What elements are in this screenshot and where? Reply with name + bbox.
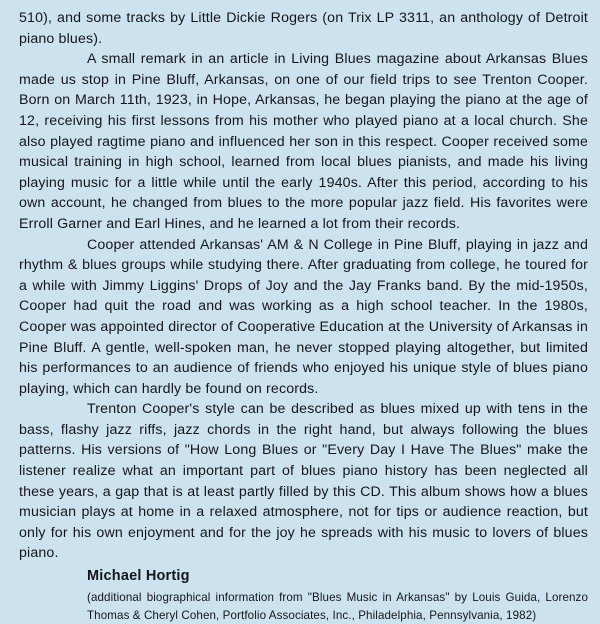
paragraph-career: Cooper attended Arkansas' AM & N College in Pine Bluff, playing in jazz and rhythm & blues groups while studying there. After graduating from college, he toured for a while with Jimmy Liggins' Drops of Joy and the Jay Franks band. By the mid-1950s, Cooper had quit the road and was working as a high school teacher. In the 1980s, Cooper was appointed director of Cooperative Education at the University of Arkansas in Pine Bluff. A gentle, well-spoken man, he never stopped playing altogether, but limited his performances to an audience of friends who enjoyed his unique style of blues piano playing, which can hardly be found on records.: [19, 236, 588, 397]
paragraph-style: Trenton Cooper's style can be described as blues mixed up with tens in the bass, flashy jazz riffs, jazz chords in the right hand, but always following the blues patterns. His versions of "How Long Blues or "Every Day I Have The Blues" make the listener realize what an important part of blues piano history has been neglected all these years, a gap that is at least partly filled by this CD. This album shows how a blues musician plays at home in a relaxed atmosphere, not for tips or audience reaction, but only for his own enjoyment and for the joy he spreads with his music to lovers of blues piano.: [19, 401, 588, 562]
paragraph-intro-continuation: 510), and some tracks by Little Dickie Rogers (on Trix LP 3311, an anthology of Detroit piano blues).: [19, 10, 588, 47]
source-credit: (additional biographical information from "Blues Music in Arkansas" by Louis Guida, Lorenzo Thomas & Cheryl Cohen, Portfolio Associates, Inc., Philadelphia, Pennsylvania, 1982): [87, 591, 588, 622]
author-name: Michael Hortig: [87, 568, 190, 585]
paragraph-biography: A small remark in an article in Living Blues magazine about Arkansas Blues made us stop in Pine Bluff, Arkansas, on one of our field trips to see Trenton Cooper. Born on March 11th, 1923, in Hope, Arkansas, he began playing the piano at the age of 12, receiving his first lessons from his mother who played piano at a local church. She also played ragtime piano and influenced her son in this respect. Cooper received some musical training in high school, learned from local blues pianists, and made his living playing music for a little while until the early 1940s. After this period, according to his own account, he changed from blues to the more popular jazz field. His favorites were Erroll Garner and Earl Hines, and he learned a lot from their records.: [19, 51, 588, 232]
